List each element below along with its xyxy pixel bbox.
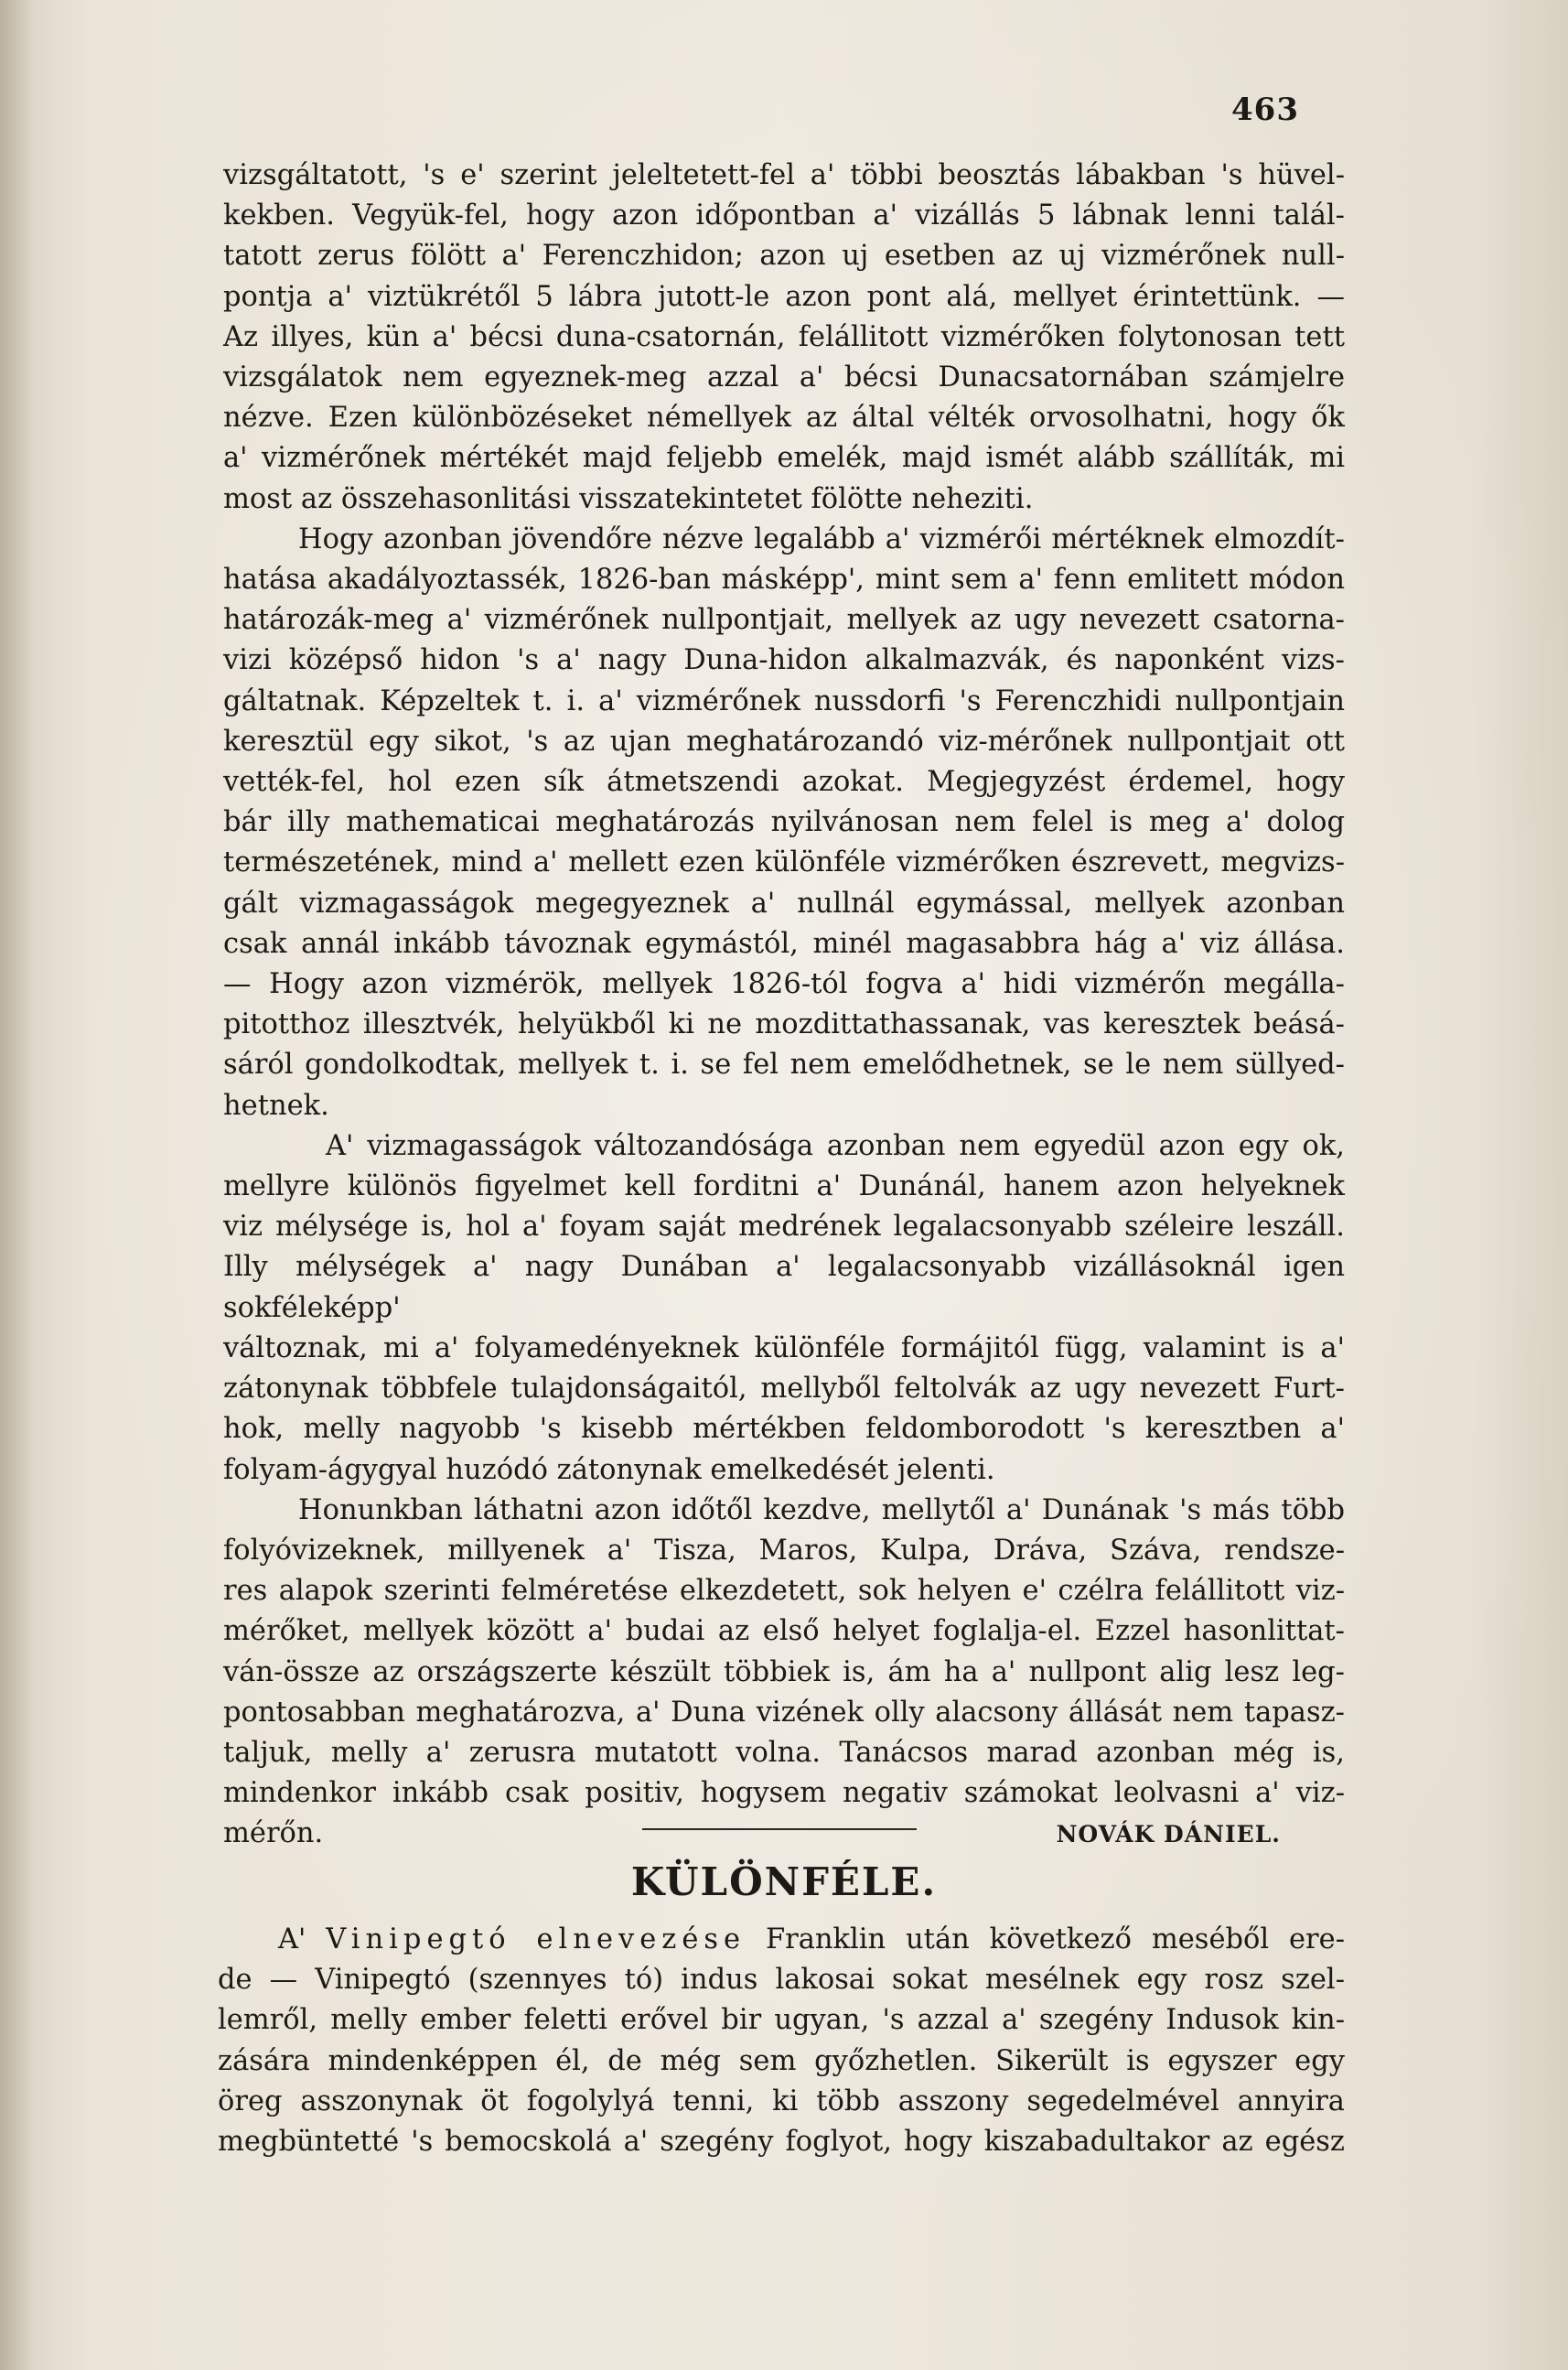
text-line: csak annál inkább távoznak egymástól, minél magasabbra hág a' viz állása. bbox=[223, 927, 1345, 960]
spine-shadow bbox=[0, 0, 35, 2370]
text-line: de — Vinipegtó (szennyes tó) indus lakosai sokat mesélnek egy rosz szel- bbox=[218, 1964, 1345, 1997]
section-heading: KÜLÖNFÉLE. bbox=[630, 1859, 938, 1904]
signature-row bbox=[223, 1814, 1345, 1855]
text-line: hetnek. bbox=[223, 1089, 329, 1122]
text-line: hok, melly nagyobb 's kisebb mértékben feldomborodott 's keresztben a' bbox=[223, 1413, 1345, 1446]
article-paragraph-4 bbox=[223, 1491, 1345, 1815]
text-line: változnak, mi a' folyamedényeknek különféle formájitól függ, valamint is a' bbox=[223, 1331, 1345, 1364]
text-line: folyóvizeknek, millyenek a' Tisza, Maros, Kulpa, Dráva, Száva, rendsze- bbox=[223, 1534, 1345, 1567]
text-line: hatása akadályoztassék, 1826-ban másképp', mint sem a' fenn emlitett módon bbox=[223, 564, 1345, 597]
text-line: ván-össze az országszerte készült többiek is, ám ha a' nullpont alig lesz leg- bbox=[223, 1655, 1345, 1688]
text-line: folyam-ágygyal huzódó zátonynak emelkedését jelenti. bbox=[223, 1453, 995, 1486]
section-paragraph bbox=[218, 1920, 1345, 2162]
text-line: lemről, melly ember feletti erővel bir ugyan, 's azzal a' szegény Indusok kin- bbox=[218, 2004, 1345, 2037]
article-body bbox=[223, 156, 1345, 1856]
text-line: vizsgálatok nem egyeznek-meg azzal a' bécsi Dunacsatornában számjelre bbox=[223, 361, 1345, 394]
text-line: bár illy mathematicai meghatározás nyilvánosan nem felel is meg a' dolog bbox=[223, 806, 1345, 839]
lead-line-rest: Franklin után következő meséből ere- bbox=[746, 1923, 1345, 1955]
text-line: sáról gondolkodtak, mellyek t. i. se fel nem emelődhetnek, se le nem süllyed- bbox=[223, 1049, 1345, 1082]
spaced-term: Vinipegtó elnevezése bbox=[326, 1923, 746, 1955]
text-line: nézve. Ezen különbözéseket némellyek az által vélték orvosolhatni, hogy ők bbox=[223, 402, 1345, 435]
text-line: pontja a' viztükrétől 5 lábra jutott-le azon pont alá, mellyet érintettünk. — bbox=[223, 280, 1345, 313]
text-line: A' vizmagasságok változandósága azonban nem egyedül azon egy ok, bbox=[326, 1129, 1345, 1162]
text-line: pontosabban meghatározva, a' Duna vizének olly alacsony állását nem tapasz- bbox=[223, 1696, 1345, 1729]
section-body bbox=[218, 1920, 1345, 2162]
section-divider-rule bbox=[642, 1828, 917, 1830]
text-line: gált vizmagasságok megegyeznek a' nullnál egymással, mellyek azonban bbox=[223, 887, 1345, 920]
text-line: határozák-meg a' vizmérőnek nullpontjait, mellyek az ugy nevezett csatorna- bbox=[223, 604, 1345, 637]
text-line: a' vizmérőnek mértékét majd feljebb emelék, majd ismét alább szállíták, mi bbox=[223, 442, 1345, 475]
text-line: zátonynak többfele tulajdonságaitól, mellyből feltolvák az ugy nevezett Furt- bbox=[223, 1373, 1345, 1406]
text-line: természetének, mind a' mellett ezen különféle vizmérőken észrevett, megvizs- bbox=[223, 846, 1345, 879]
text-line: mindenkor inkább csak positiv, hogysem negativ számokat leolvasni a' viz- bbox=[223, 1777, 1345, 1810]
article-paragraph-2 bbox=[223, 520, 1345, 1126]
text-line: zására mindenképpen él, de még sem győzhetlen. Sikerült is egyszer egy bbox=[218, 2044, 1345, 2077]
text-line: Honunkban láthatni azon időtől kezdve, mellytől a' Dunának 's más több bbox=[298, 1493, 1345, 1526]
text-line: pitotthoz illesztvék, helyükből ki ne mozdittathassanak, vas keresztek beásá- bbox=[223, 1008, 1345, 1041]
text-line: res alapok szerinti felméretése elkezdetett, sok helyen e' czélra felállitott viz- bbox=[223, 1575, 1345, 1608]
text-line: Illy mélységek a' nagy Dunában a' legalacsonyabb vizállásoknál igen sokféleképp' bbox=[223, 1251, 1345, 1324]
text-line: tatott zerus fölött a' Ferenczhidon; azon uj esetben az uj vizmérőnek null- bbox=[223, 240, 1345, 273]
text-line bbox=[218, 1920, 1345, 1960]
author-signature: NOVÁK DÁNIEL. bbox=[1056, 1821, 1281, 1848]
text-line: mérőket, mellyek között a' budai az első helyet foglalja-el. Ezzel hasonlittat- bbox=[223, 1615, 1345, 1648]
text-line: mellyre különös figyelmet kell forditni a' Dunánál, hanem azon helyeknek bbox=[223, 1170, 1345, 1203]
page-number: 463 bbox=[1231, 92, 1299, 128]
text-line: Az illyes, kün a' bécsi duna-csatornán, felállitott vizmérőken folytonosan tett bbox=[223, 320, 1345, 353]
text-line: taljuk, melly a' zerusra mutatott volna. Tanácsos marad azonban még is, bbox=[223, 1736, 1345, 1769]
closing-word: mérőn. bbox=[223, 1817, 324, 1850]
text-line: Hogy azonban jövendőre nézve legalább a' vizmérői mértéknek elmozdít- bbox=[298, 522, 1345, 555]
text-line: megbüntetté 's bemocskolá a' szegény foglyot, hogy kiszabadultakor az egész bbox=[218, 2126, 1345, 2159]
text-line: gáltatnak. Képzeltek t. i. a' vizmérőnek nussdorfi 's Ferenczhidi nullpontjain bbox=[223, 684, 1345, 717]
text-line: viz mélysége is, hol a' foyam saját medrének legalacsonyabb széleire leszáll. bbox=[223, 1211, 1345, 1244]
lead-word: A' bbox=[278, 1923, 327, 1955]
text-line: vizi középső hidon 's a' nagy Duna-hidon alkalmazvák, és naponként vizs- bbox=[223, 644, 1345, 677]
text-line: keresztül egy sikot, 's az ujan meghatározandó viz-mérőnek nullpontjait ott bbox=[223, 725, 1345, 758]
article-paragraph-1 bbox=[223, 156, 1345, 520]
text-line: — Hogy azon vizmérök, mellyek 1826-tól fogva a' hidi vizmérőn megálla- bbox=[223, 968, 1345, 1001]
text-line: vizsgáltatott, 's e' szerint jeleltetett-fel a' többi beosztás lábakban 's hüvel- bbox=[223, 159, 1345, 191]
text-line: öreg asszonynak öt fogolylyá tenni, ki több asszony segedelmével annyira bbox=[218, 2085, 1345, 2117]
text-line: most az összehasonlitási visszatekintetet fölötte neheziti. bbox=[223, 482, 1034, 515]
article-paragraph-3 bbox=[223, 1126, 1345, 1491]
text-line: vették-fel, hol ezen sík átmetszendi azokat. Megjegyzést érdemel, hogy bbox=[223, 766, 1345, 799]
text-line: kekben. Vegyük-fel, hogy azon időpontban a' vizállás 5 lábnak lenni talál- bbox=[223, 199, 1345, 232]
